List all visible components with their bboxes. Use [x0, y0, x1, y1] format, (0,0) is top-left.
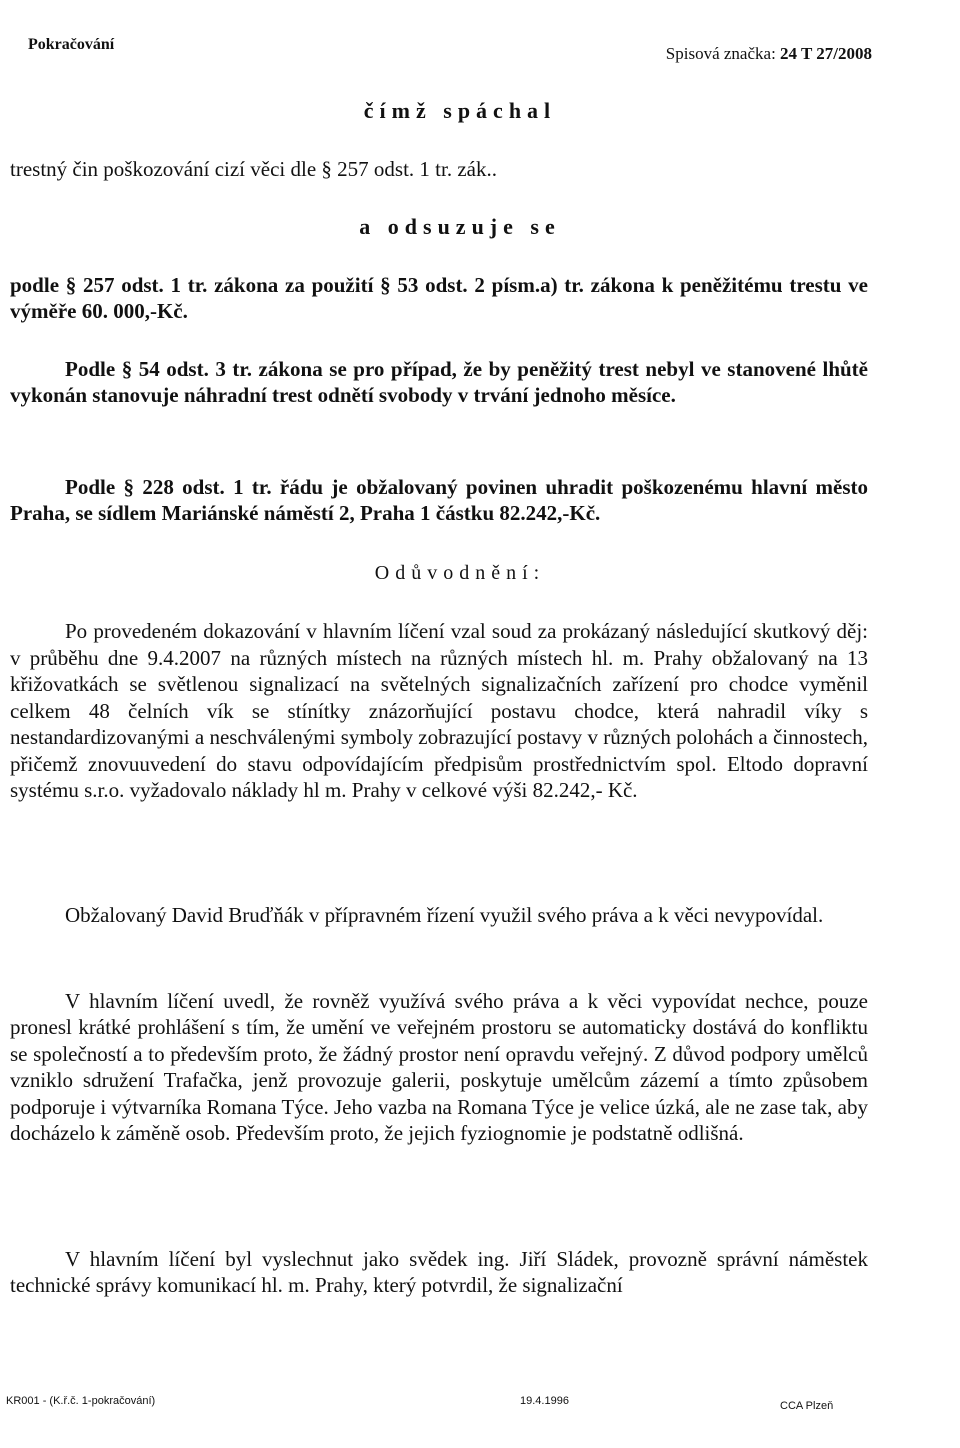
reasoning-paragraph-3	[10, 988, 868, 1146]
offence-text: trestný čin poškozování cizí věci dle § 257 odst. 1 tr. zák..	[10, 157, 497, 181]
reasoning-paragraph-2	[10, 902, 868, 928]
verdict-text: Podle § 228 odst. 1 tr. řádu je obžalovaný povinen uhradit poškozenému hlavní město Praha, se sídlem Mariánské náměstí 2, Praha 1 částku 82.242,-Kč.	[10, 475, 868, 525]
reasoning-paragraph-1	[10, 618, 868, 804]
verdict-text: Podle § 54 odst. 3 tr. zákona se pro případ, že by peněžitý trest nebyl ve stanovené lhůtě vykonán stanovuje náhradní trest odnětí svobody v trvání jednoho měsíce.	[10, 357, 868, 407]
reasoning-text: V hlavním líčení uvedl, že rovněž využívá svého práva a k věci vypovídat nechce, pouze pronesl krátké prohlášení s tím, že umění ve veřejném prostoru se automaticky dostává do konfliktu se společností a to především proto, že žádný prostor není opravdu veřejný. Z důvod podpory umělců vzniklo sdružení Trafačka, jenž provozuje galerii, poskytuje umělcům zázemí a tímto způsobem podporuje i výtvarníka Romana Týce. Jeho vazba na Romana Týce je velice úzká, ale ne zase tak, aby docházelo k záměně osob. Především proto, že jejich fyziognomie je podstatně odlišná.	[10, 989, 868, 1146]
reasoning-text: V hlavním líčení byl vyslechnut jako svědek ing. Jiří Sládek, provozně správní náměstek technické správy komunikací hl. m. Prahy, který potvrdil, že signalizační	[10, 1247, 868, 1297]
footer-printer: CCA Plzeň	[780, 1400, 834, 1412]
reasoning-text: Obžalovaný David Bruďňák v přípravném řízení využil svého práva a k věci nevypovídal.	[65, 903, 824, 927]
verdict-paragraph-2	[10, 356, 868, 408]
file-mark	[666, 44, 872, 64]
verdict-paragraph-1	[10, 272, 868, 324]
heading-reasoning: Odůvodnění:	[374, 562, 546, 584]
reasoning-paragraph-4	[10, 1246, 868, 1298]
footer-form-code: KR001 - (K.ř.č. 1-pokračování)	[6, 1395, 156, 1407]
continuation-label: Pokračování	[28, 36, 115, 53]
verdict-paragraph-3	[10, 474, 868, 526]
file-mark-label: Spisová značka:	[665, 44, 776, 63]
footer-date: 19.4.1996	[520, 1395, 569, 1407]
heading-sentenced: a odsuzuje se	[359, 214, 561, 239]
reasoning-text: Po provedeném dokazování v hlavním líčení vzal soud za prokázaný následující skutkový děj: v průběhu dne 9.4.2007 na různých místech na různých místech hl. m. Prahy obžalovaný na 13 křižovatkách se světlenou signalizací na světelných signalizačních zařízení pro chodce vyměnil celkem 48 čelních vík se stínítky znázorňující postavu chodce, která nahradil víky s nestandardizovanými a neschválenými symboly zobrazující postavy v různých polohách a činnostech, přičemž znovuuvedení do stavu odpovídajícím předpisům prostřednictvím spol. Eltodo dopravní systému s.r.o. vyžadovalo náklady hl m. Prahy v celkové výši 82.242,- Kč.	[10, 619, 868, 802]
heading-committed: čímž spáchal	[363, 98, 557, 123]
verdict-text: podle § 257 odst. 1 tr. zákona za použití § 53 odst. 2 písm.a) tr. zákona k peněžitému trestu ve výměře 60. 000,-Kč.	[10, 273, 868, 323]
file-mark-value: 24 T 27/2008	[780, 44, 872, 63]
